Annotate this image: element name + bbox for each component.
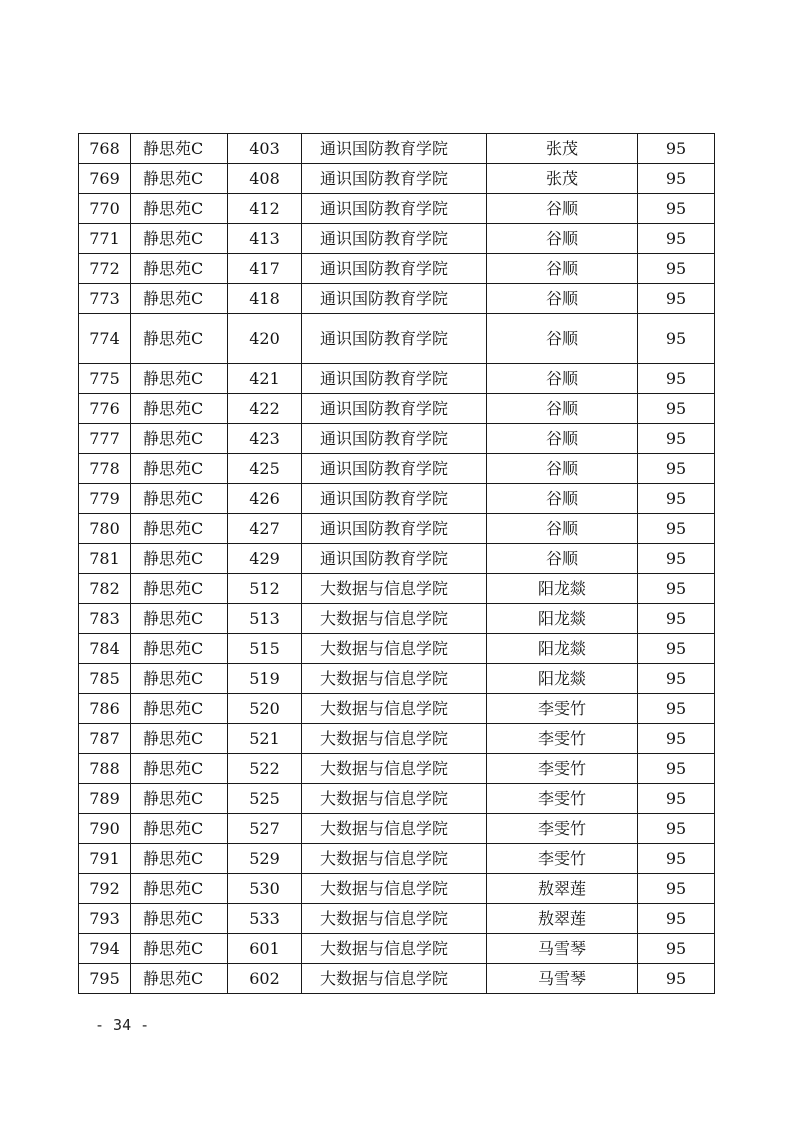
counselor-name-cell: 阳龙燚 <box>487 634 638 664</box>
counselor-name-cell: 阳龙燚 <box>487 574 638 604</box>
building-cell: 静思苑C <box>131 604 228 634</box>
table-row <box>79 484 715 514</box>
room-number-cell: 418 <box>228 284 302 314</box>
score-cell: 95 <box>638 364 715 394</box>
row-number-cell: 780 <box>79 514 131 544</box>
row-number-cell: 779 <box>79 484 131 514</box>
college-cell: 大数据与信息学院 <box>302 634 487 664</box>
score-cell: 95 <box>638 604 715 634</box>
row-number-cell: 768 <box>79 134 131 164</box>
counselor-name-cell: 阳龙燚 <box>487 664 638 694</box>
college-cell: 大数据与信息学院 <box>302 574 487 604</box>
row-number-cell: 774 <box>79 314 131 364</box>
building-cell: 静思苑C <box>131 904 228 934</box>
score-cell: 95 <box>638 544 715 574</box>
row-number-cell: 771 <box>79 224 131 254</box>
college-cell: 大数据与信息学院 <box>302 934 487 964</box>
building-cell: 静思苑C <box>131 934 228 964</box>
table-row <box>79 194 715 224</box>
row-number-cell: 769 <box>79 164 131 194</box>
building-cell: 静思苑C <box>131 844 228 874</box>
row-number-cell: 783 <box>79 604 131 634</box>
score-cell: 95 <box>638 224 715 254</box>
college-cell: 通识国防教育学院 <box>302 134 487 164</box>
building-cell: 静思苑C <box>131 194 228 224</box>
table-row <box>79 514 715 544</box>
row-number-cell: 790 <box>79 814 131 844</box>
room-number-cell: 513 <box>228 604 302 634</box>
building-cell: 静思苑C <box>131 364 228 394</box>
row-number-cell: 786 <box>79 694 131 724</box>
college-cell: 大数据与信息学院 <box>302 814 487 844</box>
table-row <box>79 544 715 574</box>
room-number-cell: 422 <box>228 394 302 424</box>
score-table <box>78 133 715 994</box>
row-number-cell: 787 <box>79 724 131 754</box>
college-cell: 通识国防教育学院 <box>302 164 487 194</box>
row-number-cell: 782 <box>79 574 131 604</box>
building-cell: 静思苑C <box>131 694 228 724</box>
counselor-name-cell: 谷顺 <box>487 284 638 314</box>
score-cell: 95 <box>638 394 715 424</box>
row-number-cell: 772 <box>79 254 131 284</box>
counselor-name-cell: 谷顺 <box>487 224 638 254</box>
counselor-name-cell: 谷顺 <box>487 364 638 394</box>
building-cell: 静思苑C <box>131 224 228 254</box>
counselor-name-cell: 李雯竹 <box>487 814 638 844</box>
room-number-cell: 519 <box>228 664 302 694</box>
counselor-name-cell: 敖翠莲 <box>487 904 638 934</box>
building-cell: 静思苑C <box>131 754 228 784</box>
room-number-cell: 522 <box>228 754 302 784</box>
table-row <box>79 634 715 664</box>
college-cell: 通识国防教育学院 <box>302 424 487 454</box>
counselor-name-cell: 阳龙燚 <box>487 604 638 634</box>
counselor-name-cell: 谷顺 <box>487 194 638 224</box>
score-cell: 95 <box>638 934 715 964</box>
room-number-cell: 427 <box>228 514 302 544</box>
room-number-cell: 530 <box>228 874 302 904</box>
room-number-cell: 425 <box>228 454 302 484</box>
room-number-cell: 521 <box>228 724 302 754</box>
room-number-cell: 533 <box>228 904 302 934</box>
counselor-name-cell: 李雯竹 <box>487 754 638 784</box>
building-cell: 静思苑C <box>131 164 228 194</box>
college-cell: 通识国防教育学院 <box>302 254 487 284</box>
counselor-name-cell: 张茂 <box>487 134 638 164</box>
score-table-body <box>79 134 715 994</box>
table-row <box>79 604 715 634</box>
score-cell: 95 <box>638 454 715 484</box>
counselor-name-cell: 李雯竹 <box>487 784 638 814</box>
counselor-name-cell: 谷顺 <box>487 454 638 484</box>
college-cell: 大数据与信息学院 <box>302 784 487 814</box>
building-cell: 静思苑C <box>131 254 228 284</box>
table-row <box>79 754 715 784</box>
college-cell: 通识国防教育学院 <box>302 224 487 254</box>
building-cell: 静思苑C <box>131 784 228 814</box>
table-row <box>79 394 715 424</box>
college-cell: 大数据与信息学院 <box>302 964 487 994</box>
table-row <box>79 874 715 904</box>
row-number-cell: 781 <box>79 544 131 574</box>
score-cell: 95 <box>638 664 715 694</box>
row-number-cell: 791 <box>79 844 131 874</box>
table-row <box>79 934 715 964</box>
room-number-cell: 413 <box>228 224 302 254</box>
building-cell: 静思苑C <box>131 724 228 754</box>
building-cell: 静思苑C <box>131 484 228 514</box>
college-cell: 通识国防教育学院 <box>302 364 487 394</box>
table-row <box>79 694 715 724</box>
counselor-name-cell: 谷顺 <box>487 544 638 574</box>
building-cell: 静思苑C <box>131 284 228 314</box>
table-row <box>79 224 715 254</box>
score-cell: 95 <box>638 964 715 994</box>
score-cell: 95 <box>638 284 715 314</box>
table-row <box>79 844 715 874</box>
score-cell: 95 <box>638 194 715 224</box>
counselor-name-cell: 谷顺 <box>487 254 638 284</box>
room-number-cell: 527 <box>228 814 302 844</box>
room-number-cell: 417 <box>228 254 302 284</box>
score-cell: 95 <box>638 694 715 724</box>
room-number-cell: 420 <box>228 314 302 364</box>
college-cell: 大数据与信息学院 <box>302 844 487 874</box>
room-number-cell: 426 <box>228 484 302 514</box>
table-row <box>79 164 715 194</box>
college-cell: 通识国防教育学院 <box>302 544 487 574</box>
building-cell: 静思苑C <box>131 544 228 574</box>
row-number-cell: 795 <box>79 964 131 994</box>
college-cell: 大数据与信息学院 <box>302 904 487 934</box>
score-cell: 95 <box>638 574 715 604</box>
score-cell: 95 <box>638 754 715 784</box>
counselor-name-cell: 马雪琴 <box>487 934 638 964</box>
table-row <box>79 724 715 754</box>
table-row <box>79 364 715 394</box>
building-cell: 静思苑C <box>131 814 228 844</box>
page-number: - 34 - <box>95 1016 150 1034</box>
row-number-cell: 777 <box>79 424 131 454</box>
counselor-name-cell: 谷顺 <box>487 314 638 364</box>
table-row <box>79 784 715 814</box>
score-cell: 95 <box>638 874 715 904</box>
college-cell: 通识国防教育学院 <box>302 454 487 484</box>
room-number-cell: 423 <box>228 424 302 454</box>
score-cell: 95 <box>638 634 715 664</box>
table-row <box>79 904 715 934</box>
building-cell: 静思苑C <box>131 134 228 164</box>
counselor-name-cell: 李雯竹 <box>487 724 638 754</box>
score-cell: 95 <box>638 844 715 874</box>
building-cell: 静思苑C <box>131 874 228 904</box>
room-number-cell: 403 <box>228 134 302 164</box>
room-number-cell: 515 <box>228 634 302 664</box>
score-cell: 95 <box>638 484 715 514</box>
room-number-cell: 412 <box>228 194 302 224</box>
building-cell: 静思苑C <box>131 454 228 484</box>
counselor-name-cell: 谷顺 <box>487 484 638 514</box>
counselor-name-cell: 张茂 <box>487 164 638 194</box>
college-cell: 大数据与信息学院 <box>302 664 487 694</box>
college-cell: 通识国防教育学院 <box>302 194 487 224</box>
score-cell: 95 <box>638 254 715 284</box>
building-cell: 静思苑C <box>131 574 228 604</box>
row-number-cell: 793 <box>79 904 131 934</box>
table-row <box>79 454 715 484</box>
building-cell: 静思苑C <box>131 634 228 664</box>
score-cell: 95 <box>638 424 715 454</box>
table-row <box>79 134 715 164</box>
row-number-cell: 792 <box>79 874 131 904</box>
college-cell: 大数据与信息学院 <box>302 694 487 724</box>
score-cell: 95 <box>638 784 715 814</box>
score-cell: 95 <box>638 134 715 164</box>
score-cell: 95 <box>638 164 715 194</box>
score-cell: 95 <box>638 724 715 754</box>
college-cell: 通识国防教育学院 <box>302 484 487 514</box>
room-number-cell: 525 <box>228 784 302 814</box>
row-number-cell: 789 <box>79 784 131 814</box>
score-cell: 95 <box>638 814 715 844</box>
college-cell: 大数据与信息学院 <box>302 604 487 634</box>
counselor-name-cell: 谷顺 <box>487 514 638 544</box>
room-number-cell: 520 <box>228 694 302 724</box>
table-row <box>79 964 715 994</box>
building-cell: 静思苑C <box>131 514 228 544</box>
college-cell: 通识国防教育学院 <box>302 514 487 544</box>
room-number-cell: 408 <box>228 164 302 194</box>
building-cell: 静思苑C <box>131 314 228 364</box>
counselor-name-cell: 谷顺 <box>487 424 638 454</box>
room-number-cell: 421 <box>228 364 302 394</box>
table-row <box>79 664 715 694</box>
counselor-name-cell: 敖翠莲 <box>487 874 638 904</box>
building-cell: 静思苑C <box>131 424 228 454</box>
row-number-cell: 775 <box>79 364 131 394</box>
college-cell: 通识国防教育学院 <box>302 314 487 364</box>
table-row <box>79 314 715 364</box>
table-row <box>79 284 715 314</box>
college-cell: 大数据与信息学院 <box>302 724 487 754</box>
counselor-name-cell: 谷顺 <box>487 394 638 424</box>
room-number-cell: 429 <box>228 544 302 574</box>
row-number-cell: 773 <box>79 284 131 314</box>
row-number-cell: 770 <box>79 194 131 224</box>
row-number-cell: 784 <box>79 634 131 664</box>
building-cell: 静思苑C <box>131 964 228 994</box>
row-number-cell: 785 <box>79 664 131 694</box>
counselor-name-cell: 李雯竹 <box>487 694 638 724</box>
row-number-cell: 794 <box>79 934 131 964</box>
table-row <box>79 574 715 604</box>
table-row <box>79 424 715 454</box>
college-cell: 大数据与信息学院 <box>302 874 487 904</box>
counselor-name-cell: 李雯竹 <box>487 844 638 874</box>
row-number-cell: 788 <box>79 754 131 784</box>
score-cell: 95 <box>638 514 715 544</box>
building-cell: 静思苑C <box>131 664 228 694</box>
counselor-name-cell: 马雪琴 <box>487 964 638 994</box>
row-number-cell: 778 <box>79 454 131 484</box>
college-cell: 通识国防教育学院 <box>302 284 487 314</box>
row-number-cell: 776 <box>79 394 131 424</box>
room-number-cell: 602 <box>228 964 302 994</box>
college-cell: 通识国防教育学院 <box>302 394 487 424</box>
building-cell: 静思苑C <box>131 394 228 424</box>
table-row <box>79 254 715 284</box>
score-cell: 95 <box>638 904 715 934</box>
room-number-cell: 601 <box>228 934 302 964</box>
college-cell: 大数据与信息学院 <box>302 754 487 784</box>
room-number-cell: 529 <box>228 844 302 874</box>
room-number-cell: 512 <box>228 574 302 604</box>
score-cell: 95 <box>638 314 715 364</box>
table-row <box>79 814 715 844</box>
